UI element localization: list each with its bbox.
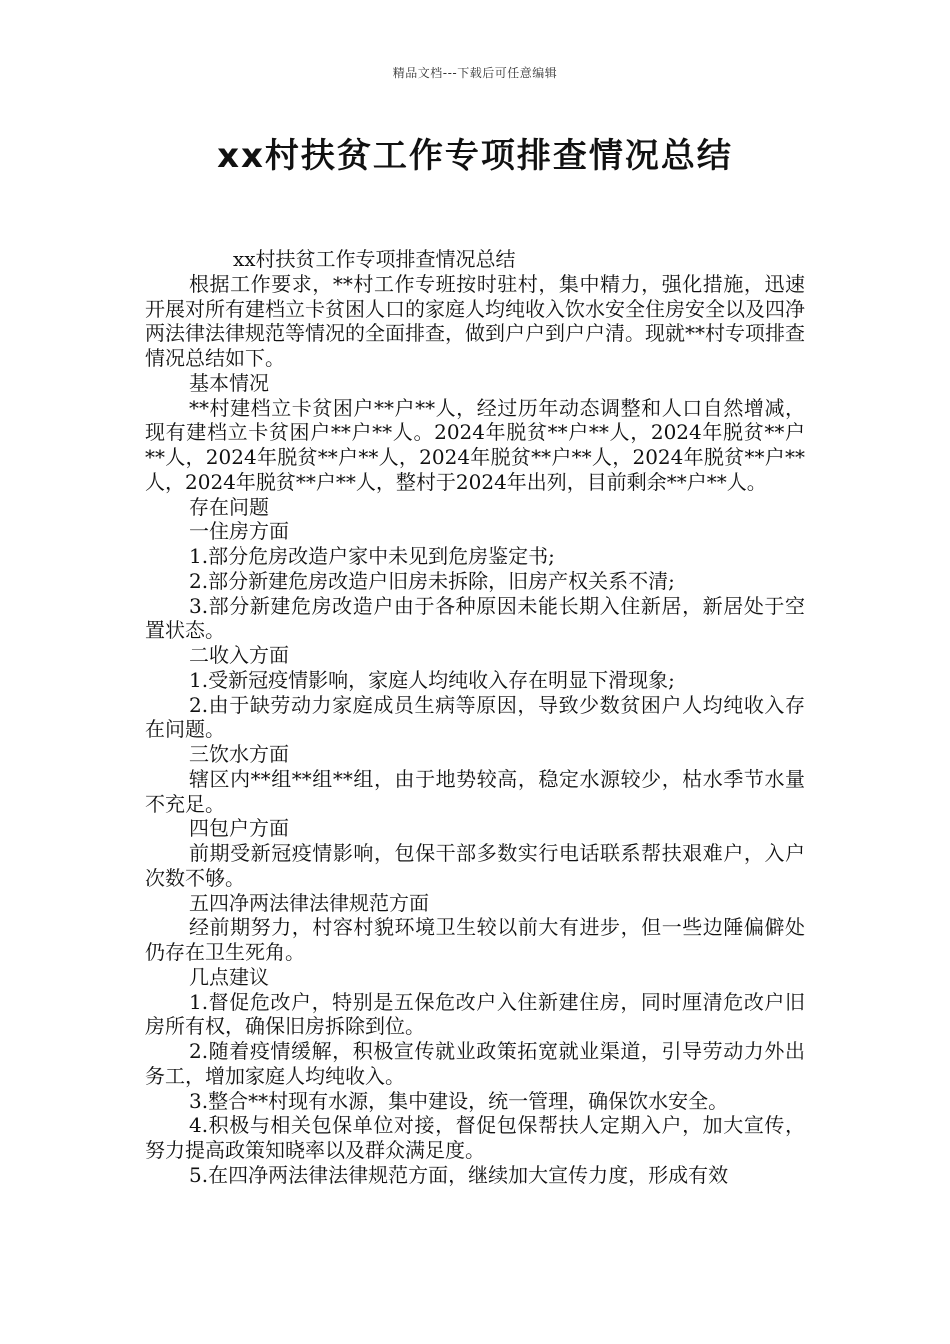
subheading-households: 四包户方面 <box>189 816 289 841</box>
section-heading-suggestions: 几点建议 <box>189 964 269 989</box>
section-heading-basic: 基本情况 <box>189 370 269 395</box>
paragraph-water: 辖区内**组**组**组，由于地势较高，稳定水源较少，枯水季节水量不充足。 <box>145 766 805 816</box>
document-title: xx村扶贫工作专项排查情况总结 <box>217 136 733 176</box>
section-heading-problems: 存在问题 <box>189 494 269 519</box>
subheading-housing: 一住房方面 <box>189 519 289 544</box>
list-item: 5.在四净两法律法律规范方面，继续加大宣传力度，形成有效 <box>189 1162 729 1187</box>
list-item: 1.部分危房改造户家中未见到危房鉴定书; <box>189 544 555 568</box>
document-body <box>145 247 805 1188</box>
subheading-regulations: 五四净两法律法律规范方面 <box>189 890 429 915</box>
paragraph-intro: 根据工作要求，**村工作专班按时驻村，集中精力，强化措施，迅速开展对所有建档立卡贫困人口的家庭人均纯收入饮水安全住房安全以及四净两法律法律规范等情况的全面排查，做到户户到户户清。现就**村专项排查情况总结如下。 <box>145 271 805 370</box>
list-item: 2.由于缺劳动力家庭成员生病等原因，导致少数贫困户人均纯收入存在问题。 <box>145 692 805 742</box>
subheading-income: 二收入方面 <box>189 643 289 667</box>
header-note: 精品文档---下载后可任意编辑 <box>392 66 558 80</box>
list-item: 4.积极与相关包保单位对接，督促包保帮扶人定期入户，加大宣传，努力提高政策知晓率以及群众满足度。 <box>145 1113 805 1162</box>
list-item: 1.督促危改户，特别是五保危改户入住新建住房，同时厘清危改户旧房所有权，确保旧房拆除到位。 <box>145 989 805 1039</box>
list-item: 2.随着疫情缓解，积极宣传就业政策拓宽就业渠道，引导劳动力外出务工，增加家庭人均纯收入。 <box>145 1039 805 1088</box>
list-item: 3.部分新建危房改造户由于各种原因未能长期入住新居，新居处于空置状态。 <box>145 593 805 643</box>
subheading-water: 三饮水方面 <box>189 742 289 766</box>
paragraph-regulations: 经前期努力，村容村貌环境卫生较以前大有进步，但一些边陲偏僻处仍存在卫生死角。 <box>145 915 805 964</box>
body-subtitle: xx村扶贫工作专项排查情况总结 <box>233 247 516 271</box>
list-item: 1.受新冠疫情影响，家庭人均纯收入存在明显下滑现象; <box>189 667 675 692</box>
list-item: 2.部分新建危房改造户旧房未拆除，旧房产权关系不清; <box>189 568 675 593</box>
list-item: 3.整合**村现有水源，集中建设，统一管理，确保饮水安全。 <box>189 1088 729 1113</box>
paragraph-basic: **村建档立卡贫困户**户**人，经过历年动态调整和人口自然增减，现有建档立卡贫困户**户**人。2024年脱贫**户**人，2024年脱贫**户**人，2024年脱贫**户**人，2024年脱贫**户**人，2024年脱贫**户**人，2024年脱贫**户**人，整村于2024年出列，目前剩余**户**人。 <box>145 395 805 494</box>
paragraph-households: 前期受新冠疫情影响，包保干部多数实行电话联系帮扶艰难户，入户次数不够。 <box>145 841 805 890</box>
